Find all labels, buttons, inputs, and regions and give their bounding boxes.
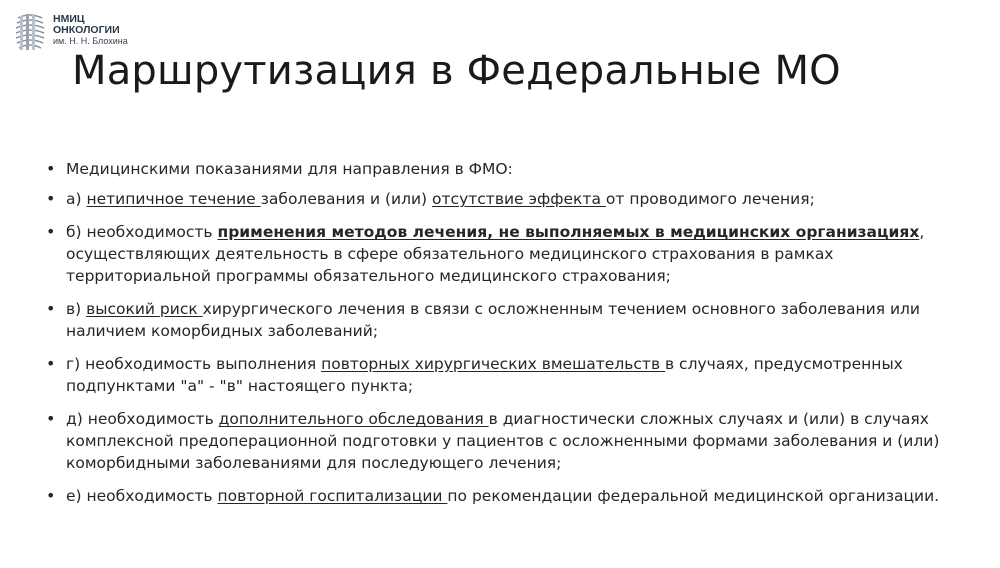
logo-text: [53, 14, 128, 47]
bullet-a-text-1: а): [66, 190, 87, 208]
logo-line-1: НМИЦ: [53, 13, 85, 25]
bullet-b-text-2: , осуществляющих деятельность в сфере обязательного медицинского страхования в рамках территориальной программы обязательного медицинского страхования;: [66, 223, 925, 285]
bullet-a: [46, 188, 982, 210]
bullet-d-text-1: г) необходимость выполнения: [66, 355, 322, 373]
bullet-a-underline-1: нетипичное течение: [86, 190, 261, 208]
bullet-a-text-3: от проводимого лечения;: [605, 190, 815, 208]
bullet-e-text-2: в диагностически сложных случаях и (или) в случаях комплексной предоперационной подготовки у пациентов с осложненными формами заболевания и (или) коморбидными заболеваниями для последующего лечения;: [66, 410, 940, 472]
logo-line-3: им. Н. Н. Блохина: [53, 36, 128, 46]
bullet-d: [46, 353, 982, 397]
bullet-e: [46, 408, 982, 474]
bullet-intro-text: Медицинскими показаниями для направления в ФМО:: [66, 160, 513, 178]
slide-title: Маршрутизация в Федеральные МО: [72, 48, 841, 94]
logo-emblem-icon: [12, 8, 48, 54]
bullet-c-text-1: в): [66, 300, 87, 318]
bullet-f-text-1: е) необходимость: [66, 487, 218, 505]
bullet-b: [46, 221, 982, 287]
bullet-c-text-2: хирургического лечения в связи с осложненным течением основного заболевания или наличием коморбидных заболеваний;: [66, 300, 920, 340]
bullet-a-text-2: заболевания и (или): [260, 190, 433, 208]
bullet-d-underline: повторных хирургических вмешательств: [321, 355, 665, 373]
bullet-f-text-2: по рекомендации федеральной медицинской организации.: [447, 487, 940, 505]
bullet-e-text-1: д) необходимость: [66, 410, 219, 428]
bullet-c: [46, 298, 982, 342]
bullet-b-text-1: б) необходимость: [66, 223, 218, 241]
bullet-intro: [46, 158, 982, 180]
bullet-f: [46, 485, 982, 507]
bullet-d-text-2: в случаях, предусмотренных подпунктами "а" - "в" настоящего пункта;: [66, 355, 903, 395]
bullet-a-underline-2: отсутствие эффекта: [432, 190, 606, 208]
bullet-f-underline: повторной госпитализации: [217, 487, 448, 505]
logo-line-2: ОНКОЛОГИИ: [53, 24, 120, 36]
bullet-c-underline: высокий риск: [86, 300, 203, 318]
bullet-b-underline-bold: применения методов лечения, не выполняемых в медицинских организациях: [217, 223, 920, 241]
bullet-list: [46, 158, 982, 518]
bullet-e-underline: дополнительного обследования: [218, 410, 489, 428]
